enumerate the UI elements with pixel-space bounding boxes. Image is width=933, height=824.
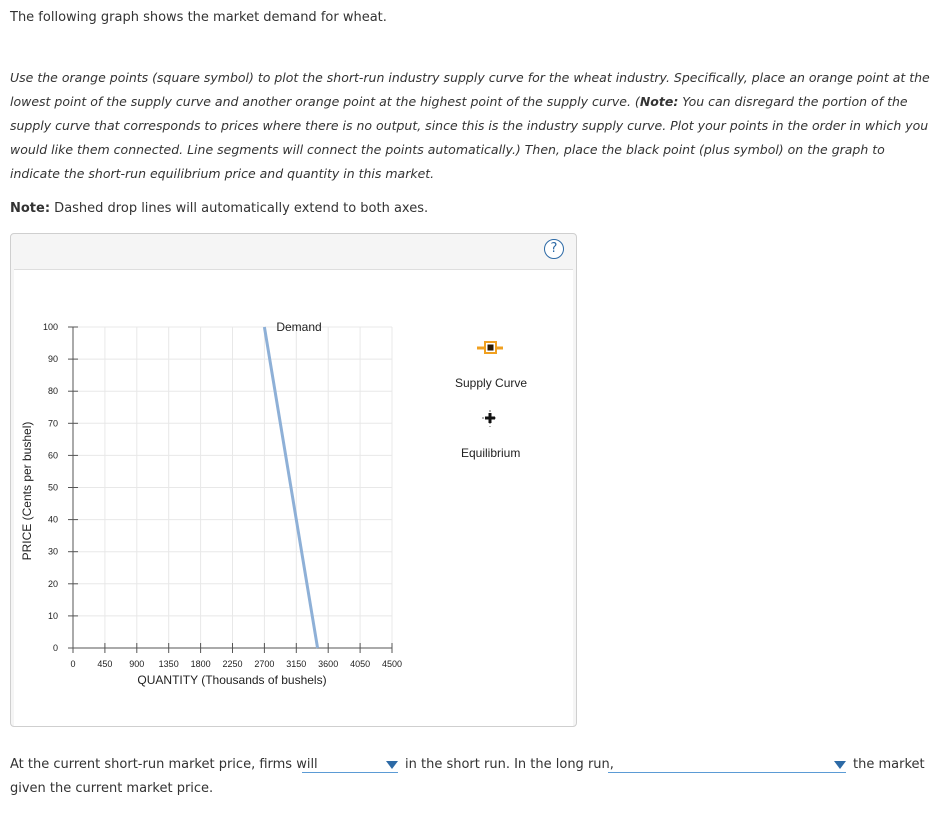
chevron-down-icon xyxy=(834,761,846,769)
y-tick-label: 80 xyxy=(47,386,58,397)
question-2-continuation: given the current market price. xyxy=(10,781,214,796)
long-run-dropdown[interactable] xyxy=(608,758,846,773)
equilibrium-tool-label: Equilibrium xyxy=(461,446,521,460)
firm-action-dropdown[interactable] xyxy=(302,758,398,773)
demand-curve-label: Demand xyxy=(276,320,322,334)
y-tick-label: 30 xyxy=(47,546,58,557)
y-tick-label: 100 xyxy=(42,322,58,332)
x-axis-label: QUANTITY (Thousands of bushels) xyxy=(137,673,327,687)
y-tick-label: 50 xyxy=(47,482,58,493)
x-tick-label: 0 xyxy=(70,659,76,669)
x-tick-label: 450 xyxy=(97,659,113,669)
y-axis-label: PRICE (Cents per bushel) xyxy=(20,421,34,561)
y-tick-label: 90 xyxy=(47,354,58,365)
y-tick-label: 70 xyxy=(47,418,58,429)
chart-tick-labels xyxy=(43,322,402,669)
x-tick-label: 1800 xyxy=(190,659,211,669)
x-tick-label: 2700 xyxy=(254,659,275,669)
x-tick-label: 1350 xyxy=(158,659,179,669)
x-tick-label: 4500 xyxy=(381,659,403,669)
equilibrium-tool-icon[interactable] xyxy=(482,410,497,427)
x-tick-label: 4050 xyxy=(350,659,371,669)
x-tick-label: 3600 xyxy=(318,659,339,669)
y-tick-label: 10 xyxy=(47,610,58,621)
chart-grid xyxy=(73,327,392,648)
y-tick-label: 40 xyxy=(47,514,58,525)
instructions-part1: Use the orange points (square symbol) to plot the short-run industry supply curve for the wheat industry. Specifically, place an orange point at the lowest point of the supply curve and another orange point at the highest point of the supply curve. ( xyxy=(10,70,930,109)
intro-text: The following graph shows the market demand for wheat. xyxy=(10,10,387,25)
supply-curve-tool-icon[interactable] xyxy=(477,342,503,353)
question-1-suffix: in the short run. In the long run, xyxy=(405,757,614,772)
y-tick-label: 20 xyxy=(47,578,58,589)
x-tick-label: 3150 xyxy=(286,659,307,669)
note-text: Dashed drop lines will automatically extend to both axes. xyxy=(50,201,429,216)
question-1-prefix: At the current short-run market price, firms will xyxy=(10,757,318,772)
x-tick-label: 900 xyxy=(129,659,145,669)
note-label: Note: xyxy=(10,201,51,216)
supply-curve-tool-label: Supply Curve xyxy=(455,376,528,390)
chart-axes xyxy=(68,327,392,653)
question-2-suffix: the market xyxy=(853,757,925,772)
x-tick-label: 2250 xyxy=(222,659,243,669)
instructions-part2: You can disregard the portion of the supply curve that corresponds to prices where there is no output, since this is the industry supply curve. Plot your points in the order in which you would like them connected. Line segments will connect the points automatically.) Then, place the black point (plus symbol) on the graph to indicate the short-run equilibrium price and quantity in this market. xyxy=(10,94,929,181)
y-tick-label: 0 xyxy=(52,643,58,653)
help-button[interactable]: ? xyxy=(544,239,564,259)
y-tick-label: 60 xyxy=(47,450,58,461)
instructions-note-label: Note: xyxy=(639,94,679,109)
chevron-down-icon xyxy=(386,761,398,769)
